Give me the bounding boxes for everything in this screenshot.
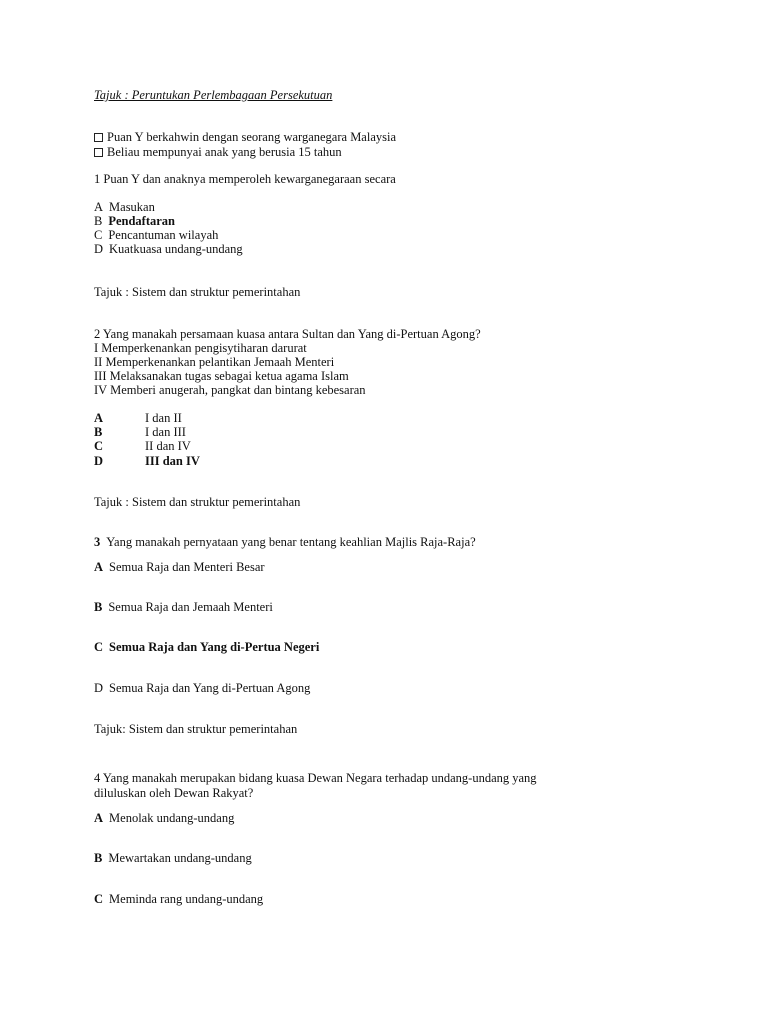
statement-iv: IV Memberi anugerah, pangkat dan bintang kebesaran — [94, 383, 366, 397]
q3-option-d — [94, 681, 310, 695]
statement-iii: III Melaksanakan tugas sebagai ketua agama Islam — [94, 369, 349, 383]
question-4-line1: 4 Yang manakah merupakan bidang kuasa Dewan Negara terhadap undang-undang yang — [94, 771, 537, 785]
option-text: Semua Raja dan Menteri Besar — [109, 560, 265, 574]
option-key: C — [94, 228, 103, 242]
option-key: B — [94, 425, 103, 439]
topic-heading: Tajuk : Sistem dan struktur pemerintahan — [94, 285, 301, 299]
bullet-text: Puan Y berkahwin dengan seorang warganegara Malaysia — [107, 130, 397, 144]
option-key: B — [94, 851, 103, 865]
option-key: B — [94, 600, 103, 614]
option-key: A — [94, 411, 104, 425]
option-text: I dan III — [145, 425, 186, 439]
q3-option-a — [94, 560, 265, 574]
q3-option-c — [94, 640, 319, 654]
option-text: Menolak undang-undang — [109, 811, 235, 825]
q2-option-a — [94, 411, 182, 425]
option-key: C — [94, 640, 104, 654]
option-key: D — [94, 681, 104, 695]
option-key: C — [94, 892, 104, 906]
statement-i: I Memperkenankan pengisytiharan darurat — [94, 341, 307, 355]
option-text: I dan II — [145, 411, 182, 425]
q1-option-b — [94, 214, 175, 228]
option-key: A — [94, 560, 104, 574]
square-bullet-icon — [94, 133, 103, 142]
question-3-text — [94, 535, 476, 549]
section-title: Tajuk : Peruntukan Perlembagaan Persekutuan — [94, 88, 333, 102]
q1-option-d — [94, 242, 243, 256]
question-1-text: 1 Puan Y dan anaknya memperoleh kewarganegaraan secara — [94, 172, 396, 186]
bullet-line — [94, 145, 342, 159]
bullet-line — [94, 130, 396, 144]
option-key: D — [94, 454, 104, 468]
q2-option-b — [94, 425, 186, 439]
question-4-line2: diluluskan oleh Dewan Rakyat? — [94, 786, 254, 800]
option-text-answer: Semua Raja dan Yang di-Pertua Negeri — [109, 640, 320, 654]
q2-option-c — [94, 439, 191, 453]
option-key: A — [94, 200, 104, 214]
option-key: B — [94, 214, 103, 228]
option-text: Mewartakan undang-undang — [108, 851, 252, 865]
option-text: Pencantuman wilayah — [108, 228, 219, 242]
option-text: II dan IV — [145, 439, 191, 453]
option-text: Meminda rang undang-undang — [109, 892, 264, 906]
option-text: Masukan — [109, 200, 155, 214]
q3-option-b — [94, 600, 273, 614]
square-bullet-icon — [94, 148, 103, 157]
statement-ii: II Memperkenankan pelantikan Jemaah Menteri — [94, 355, 335, 369]
q4-option-b — [94, 851, 252, 865]
option-text-answer: III dan IV — [145, 454, 200, 468]
question-2-text: 2 Yang manakah persamaan kuasa antara Sultan dan Yang di-Pertuan Agong? — [94, 327, 481, 341]
q1-option-a — [94, 200, 155, 214]
option-text: Kuatkuasa undang-undang — [109, 242, 243, 256]
option-text: Semua Raja dan Yang di-Pertuan Agong — [109, 681, 311, 695]
option-key: A — [94, 811, 104, 825]
q2-option-d — [94, 454, 200, 468]
question-text: Yang manakah pernyataan yang benar tentang keahlian Majlis Raja-Raja? — [106, 535, 476, 549]
q4-option-c — [94, 892, 263, 906]
option-key: D — [94, 242, 104, 256]
bullet-text: Beliau mempunyai anak yang berusia 15 tahun — [107, 145, 342, 159]
option-text: Semua Raja dan Jemaah Menteri — [108, 600, 273, 614]
q4-option-a — [94, 811, 234, 825]
topic-heading: Tajuk: Sistem dan struktur pemerintahan — [94, 722, 298, 736]
option-text-answer: Pendaftaran — [108, 214, 176, 228]
question-number: 3 — [94, 535, 101, 549]
topic-heading: Tajuk : Sistem dan struktur pemerintahan — [94, 495, 301, 509]
option-key: C — [94, 439, 104, 453]
q1-option-c — [94, 228, 218, 242]
